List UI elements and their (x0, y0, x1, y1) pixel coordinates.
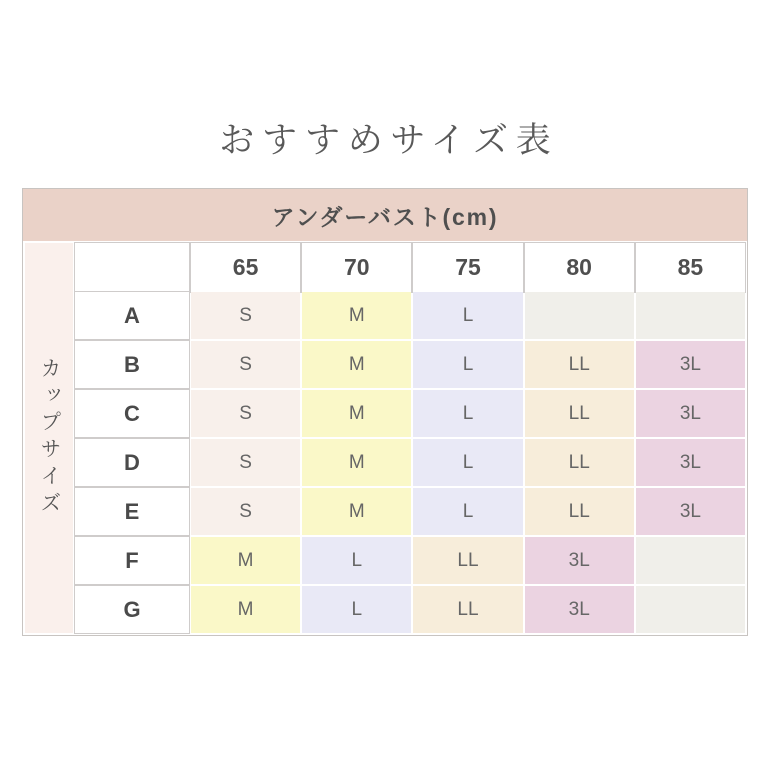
cup-size-side-label (25, 243, 73, 633)
cell-c-80: LL (525, 390, 634, 437)
cell-e-85: 3L (636, 488, 745, 535)
col-header-75: 75 (413, 243, 522, 292)
cell-g-75: LL (413, 586, 522, 633)
cell-c-70: M (302, 390, 411, 437)
cell-d-80: LL (525, 439, 634, 486)
cell-e-80: LL (525, 488, 634, 535)
row-header-cup-f: F (75, 537, 189, 584)
cell-d-70: M (302, 439, 411, 486)
cell-f-85 (636, 537, 745, 584)
size-chart-grid (23, 241, 747, 635)
col-header-65: 65 (191, 243, 300, 292)
cell-f-65: M (191, 537, 300, 584)
page-title: おすすめサイズ表 (219, 121, 559, 160)
cell-c-75: L (413, 390, 522, 437)
cell-a-80 (525, 292, 634, 339)
cell-e-70: M (302, 488, 411, 535)
corner-cell (75, 243, 189, 292)
cell-c-85: 3L (636, 390, 745, 437)
cell-b-80: LL (525, 341, 634, 388)
cell-b-70: M (302, 341, 411, 388)
row-header-cup-b: B (75, 341, 189, 388)
row-header-cup-g: G (75, 586, 189, 633)
cell-f-70: L (302, 537, 411, 584)
cell-c-65: S (191, 390, 300, 437)
cell-b-85: 3L (636, 341, 745, 388)
col-header-80: 80 (525, 243, 634, 292)
cell-g-65: M (191, 586, 300, 633)
cell-b-75: L (413, 341, 522, 388)
col-header-70: 70 (302, 243, 411, 292)
cell-g-85 (636, 586, 745, 633)
row-header-cup-e: E (75, 488, 189, 535)
cell-d-85: 3L (636, 439, 745, 486)
cell-b-65: S (191, 341, 300, 388)
cell-f-75: LL (413, 537, 522, 584)
cell-d-65: S (191, 439, 300, 486)
cell-a-65: S (191, 292, 300, 339)
cell-f-80: 3L (525, 537, 634, 584)
size-chart-table (22, 188, 748, 636)
cell-a-75: L (413, 292, 522, 339)
cell-g-70: L (302, 586, 411, 633)
row-header-cup-d: D (75, 439, 189, 486)
cell-d-75: L (413, 439, 522, 486)
cup-size-side-label-text: カップサイズ (38, 357, 61, 519)
underbust-header-band: アンダーバスト(cm) (23, 189, 747, 241)
cell-g-80: 3L (525, 586, 634, 633)
cell-a-85 (636, 292, 745, 339)
cell-e-75: L (413, 488, 522, 535)
cell-e-65: S (191, 488, 300, 535)
cell-a-70: M (302, 292, 411, 339)
row-header-cup-a: A (75, 292, 189, 339)
col-header-85: 85 (636, 243, 745, 292)
row-header-cup-c: C (75, 390, 189, 437)
